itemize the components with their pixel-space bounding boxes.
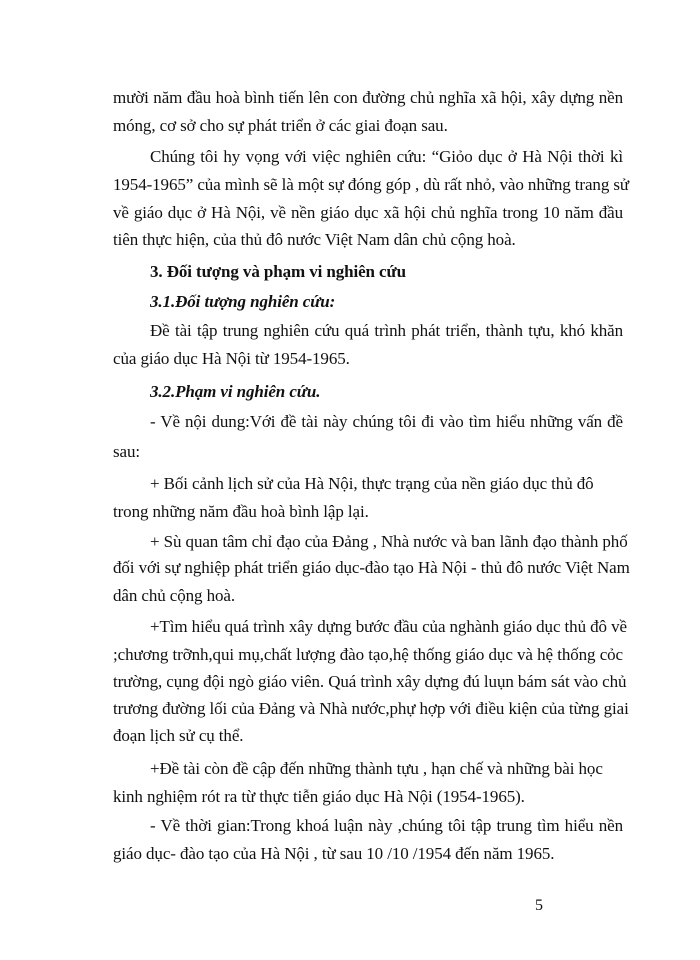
section-heading: 3. Đối tượng và phạm vi nghiên cứu (150, 262, 406, 281)
paragraph-line: Đề tài tập trung nghiên cứu quá trình phát triển, thành tựu, khó khăn (150, 321, 623, 340)
paragraph-line: + Sù quan tâm chỉ đạo của Đảng , Nhà nước và ban lãnh đạo thành phố (150, 532, 628, 551)
subsection-heading: 3.1.Đối tượng nghiên cứu: (150, 292, 336, 311)
paragraph-line: 1954-1965” của mình sẽ là một sự đóng góp , dù rất nhỏ, vào những trang sử (113, 175, 629, 194)
paragraph-line: ;chương trỡnh,qui mụ,chất lượng đào tạo,hệ thống giáo dục và hệ thống cỏc (113, 645, 623, 664)
paragraph-line: + Bối cảnh lịch sử của Hà Nội, thực trạng của nền giáo dục thủ đô (150, 474, 594, 493)
paragraph-line: sau: (113, 442, 140, 461)
paragraph-line: trương đường lối của Đảng và Nhà nước,phự hợp với điều kiện của từng giai (113, 699, 629, 718)
paragraph-line: +Đề tài còn đề cập đến những thành tựu , hạn chế và những bài học (150, 759, 603, 778)
paragraph-line: giáo dục- đào tạo của Hà Nội , từ sau 10 /10 /1954 đến năm 1965. (113, 844, 555, 863)
paragraph-line: kinh nghiệm rót ra từ thực tiễn giáo dục Hà Nội (1954-1965). (113, 787, 525, 806)
paragraph-line: - Về thời gian:Trong khoá luận này ,chúng tôi tập trung tìm hiểu nền (150, 816, 623, 835)
paragraph-line: Chúng tôi hy vọng với việc nghiên cứu: “Giỏo dục ở Hà Nội thời kì (150, 147, 623, 166)
paragraph-line: móng, cơ sở cho sự phát triển ở các giai đoạn sau. (113, 116, 448, 135)
paragraph-line: về giáo dục ở Hà Nội, về nền giáo dục xã hội chủ nghĩa trong 10 năm đầu (113, 203, 623, 222)
paragraph-line: trong những năm đầu hoà bình lập lại. (113, 502, 369, 521)
paragraph-line: tiên thực hiện, của thủ đô nước Việt Nam dân chủ cộng hoà. (113, 230, 516, 249)
page-number: 5 (535, 897, 543, 914)
paragraph-line: dân chủ cộng hoà. (113, 586, 235, 605)
paragraph-line: trường, cụng đội ngò giáo viên. Quá trình xây dựng đú luụn bám sát vào chủ (113, 672, 627, 691)
paragraph-line: đoạn lịch sử cụ thể. (113, 726, 244, 745)
subsection-heading: 3.2.Phạm vi nghiên cứu. (150, 382, 321, 401)
paragraph-line: của giáo dục Hà Nội từ 1954-1965. (113, 349, 350, 368)
paragraph-line: mười năm đầu hoà bình tiến lên con đường chủ nghĩa xã hội, xây dựng nền (113, 88, 623, 107)
paragraph-line: - Về nội dung:Với đề tài này chúng tôi đi vào tìm hiểu những vấn đề (150, 412, 623, 431)
paragraph-line: +Tìm hiểu quá trình xây dựng bước đầu của nghành giáo dục thủ đô về (150, 617, 627, 636)
paragraph-line: đối với sự nghiệp phát triển giáo dục-đào tạo Hà Nội - thủ đô nước Việt Nam (113, 558, 630, 577)
